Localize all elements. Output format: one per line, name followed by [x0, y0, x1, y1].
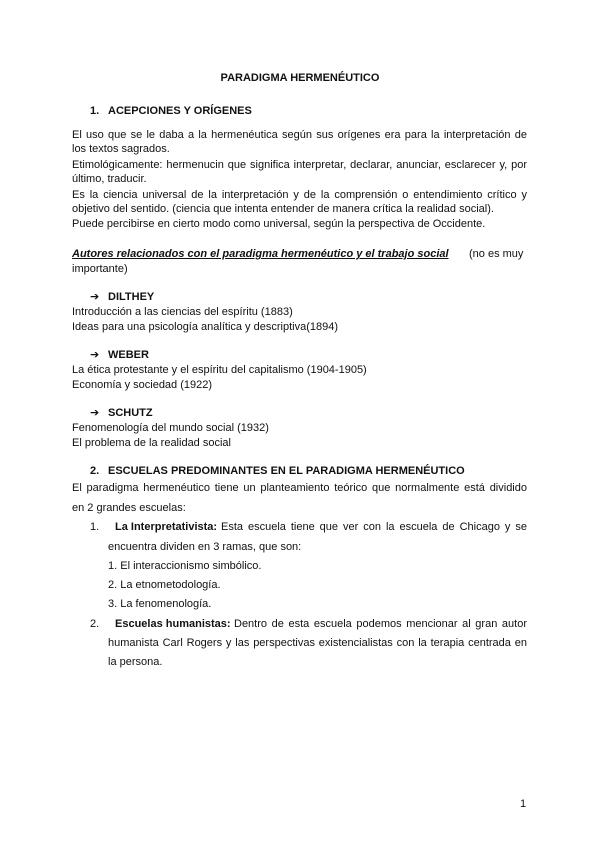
author-work: El problema de la realidad social	[72, 437, 231, 449]
section1-heading: ACEPCIONES Y ORÍGENES	[108, 105, 252, 117]
school-name: Escuelas humanistas:	[115, 618, 231, 630]
section1-line: los textos sagrados.	[72, 143, 170, 155]
school-number: 2.	[90, 618, 100, 630]
section2-number: 2.	[90, 465, 100, 477]
page-number: 1	[520, 798, 527, 810]
section1-line: Etimológicamente: hermenucin que significa interpretar, declarar, anunciar, esclarecer y, por	[72, 159, 527, 171]
section1-line: El uso que se le daba a la hermenéutica según sus orígenes era para la interpretación de	[72, 129, 527, 141]
branch-item: 3. La fenomenología.	[108, 598, 212, 610]
section2-intro: El paradigma hermenéutico tiene un planteamiento teórico que normalmente está dividido	[72, 482, 527, 494]
section1-line: último, traducir.	[72, 173, 147, 185]
section2-intro: en 2 grandes escuelas:	[72, 502, 186, 514]
school-name: La Interpretativista:	[115, 521, 218, 533]
author-work: Fenomenología del mundo social (1932)	[72, 422, 269, 434]
author-name: DILTHEY	[108, 291, 155, 303]
section1-line: Puede percibirse en cierto modo como universal, según la perspectiva de Occidente.	[72, 218, 486, 230]
section1-line: objetivo del sentido. (ciencia que intenta entender de manera crítica la realidad social).	[72, 203, 494, 215]
authors-heading: Autores relacionados con el paradigma hermenéutico y el trabajo social	[72, 248, 449, 260]
author-work: Ideas para una psicología analítica y descriptiva(1894)	[72, 321, 338, 333]
section2-heading: ESCUELAS PREDOMINANTES EN EL PARADIGMA HERMENÉUTICO	[108, 465, 465, 477]
author-work: La ética protestante y el espíritu del capitalismo (1904-1905)	[72, 364, 367, 376]
section1-number: 1.	[90, 105, 100, 117]
school-description: Dentro de esta escuela podemos mencionar al gran autor	[234, 618, 527, 630]
author-work: Economía y sociedad (1922)	[72, 379, 213, 391]
authors-note-continued: importante)	[72, 263, 128, 275]
arrow-icon: ➔	[90, 407, 100, 419]
school-number: 1.	[90, 521, 100, 533]
school-description: humanista Carl Rogers y las perspectivas existencialistas con la terapia centrada en	[108, 637, 527, 649]
author-name: WEBER	[108, 349, 149, 361]
page-title: PARADIGMA HERMENÉUTICO	[220, 72, 380, 84]
arrow-icon: ➔	[90, 291, 100, 303]
branch-item: 1. El interaccionismo simbólico.	[108, 560, 262, 572]
branch-item: 2. La etnometodología.	[108, 579, 221, 591]
school-description: Esta escuela tiene que ver con la escuela de Chicago y se	[221, 521, 527, 533]
arrow-icon: ➔	[90, 349, 100, 361]
section1-line: Es la ciencia universal de la interpretación y de la comprensión o entendimiento crítico y	[72, 189, 527, 201]
author-work: Introducción a las ciencias del espíritu (1883)	[72, 306, 293, 318]
authors-note: (no es muy	[469, 248, 524, 260]
school-description: la persona.	[108, 656, 163, 668]
author-name: SCHUTZ	[108, 407, 153, 419]
school-description: encuentra dividen en 3 ramas, que son:	[108, 541, 302, 553]
